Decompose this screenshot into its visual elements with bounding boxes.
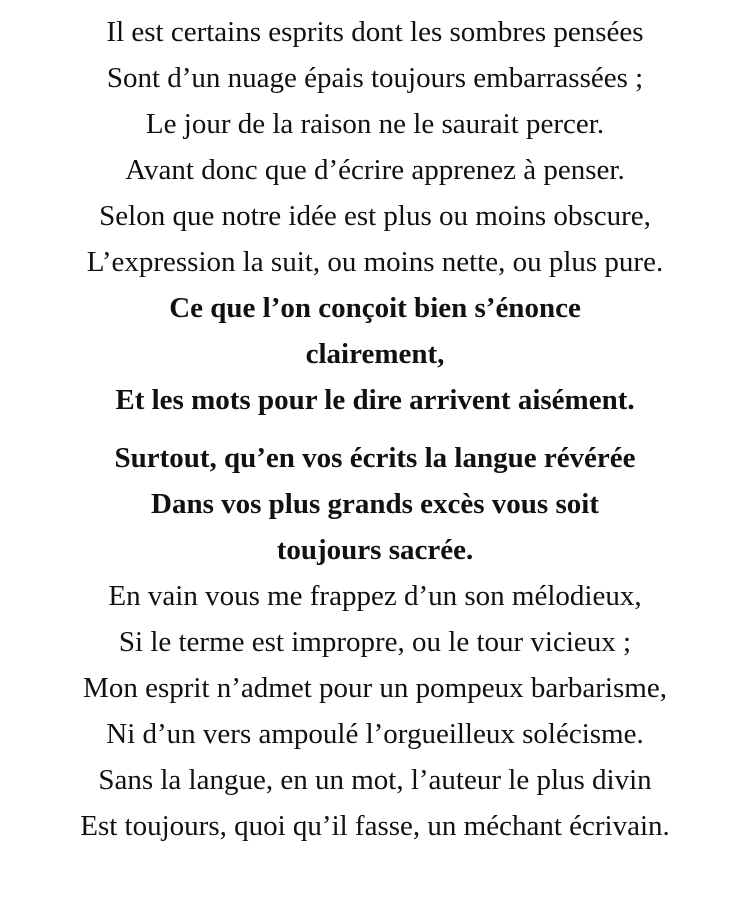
poem-line: En vain vous me frappez d’un son mélodieux, (108, 580, 642, 612)
poem-text (0, 9, 750, 849)
poem-line: Il est certains esprits dont les sombres pensées (106, 16, 644, 48)
highlighted-poem-line: toujours sacrée. (276, 534, 474, 566)
highlighted-poem-line: Ce que l’on conçoit bien s’énonce (169, 292, 581, 324)
poem-line: L’expression la suit, ou moins nette, ou plus pure. (86, 246, 664, 278)
poem-line: Mon esprit n’admet pour un pompeux barbarisme, (83, 672, 667, 704)
highlighted-poem-line: Surtout, qu’en vos écrits la langue révérée (114, 442, 636, 474)
poem-line: Sont d’un nuage épais toujours embarrassées ; (106, 62, 644, 94)
poem-line: Sans la langue, en un mot, l’auteur le plus divin (98, 764, 652, 796)
poem-line: Est toujours, quoi qu’il fasse, un méchant écrivain. (80, 810, 670, 842)
poem-line: Le jour de la raison ne le saurait percer. (145, 108, 605, 140)
highlighted-poem-line: clairement, (305, 338, 445, 370)
poem-line: Avant donc que d’écrire apprenez à penser. (125, 154, 625, 186)
highlighted-poem-line: Et les mots pour le dire arrivent aisément. (115, 384, 635, 416)
poem-line: Selon que notre idée est plus ou moins obscure, (99, 200, 651, 232)
stanza-2 (0, 435, 750, 849)
highlighted-poem-line: Dans vos plus grands excès vous soit (151, 488, 599, 520)
stanza-1 (0, 9, 750, 423)
poem-line: Si le terme est impropre, ou le tour vicieux ; (118, 626, 632, 658)
poem-line: Ni d’un vers ampoulé l’orgueilleux solécisme. (106, 718, 644, 750)
